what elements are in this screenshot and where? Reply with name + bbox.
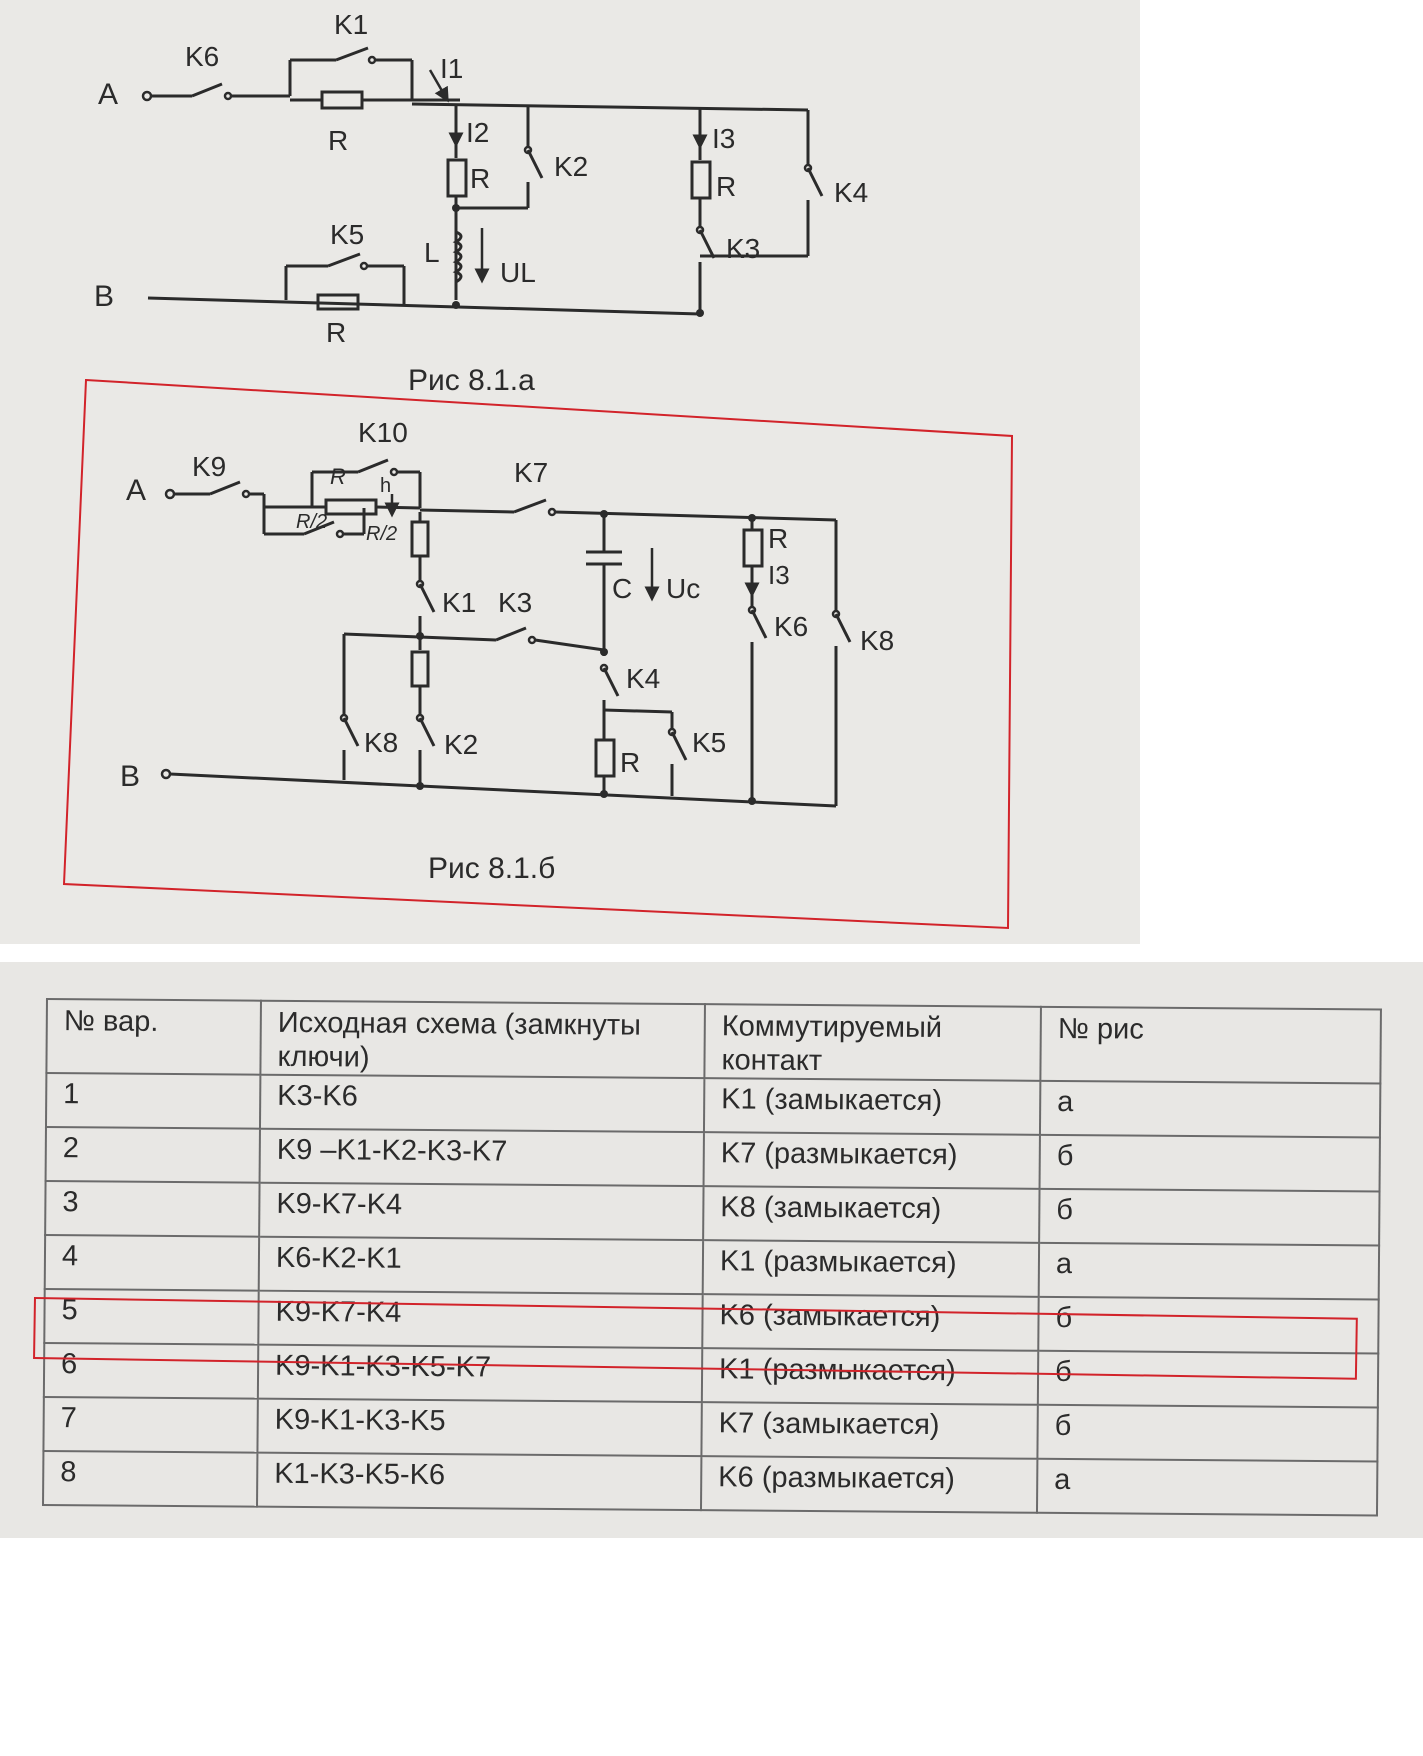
cell-scheme: K9-K7-K4 bbox=[259, 1183, 703, 1240]
cell-contact: K6 (замыкается) bbox=[702, 1294, 1038, 1351]
label-r-top-fig-b: R bbox=[330, 464, 346, 489]
label-r-bottom-fig-a: R bbox=[326, 317, 347, 348]
switch-k3-fig-a bbox=[700, 230, 714, 258]
resistor-r-top-fig-b bbox=[326, 500, 376, 514]
resistor-r-i3 bbox=[692, 162, 710, 198]
switch-k4-fig-a bbox=[808, 168, 822, 196]
wire bbox=[420, 510, 514, 512]
terminal-a-dot bbox=[143, 92, 151, 100]
switch-k8-left bbox=[344, 718, 358, 746]
wire bbox=[376, 507, 420, 508]
cell-figure: а bbox=[1037, 1459, 1377, 1516]
cell-contact: K7 (замыкается) bbox=[701, 1402, 1037, 1459]
label-r-half-left: R/2 bbox=[296, 511, 328, 533]
bottom-rail bbox=[148, 298, 700, 314]
contact bbox=[529, 637, 535, 643]
switch-k8-right bbox=[836, 614, 850, 642]
label-k4-fig-b: K4 bbox=[626, 663, 661, 694]
label-a-fig-a: A bbox=[98, 78, 119, 111]
caption-fig-b: Рис 8.1.б bbox=[428, 852, 556, 885]
label-ul: UL bbox=[500, 257, 536, 288]
label-k6-fig-b: K6 bbox=[774, 611, 809, 642]
resistor-r-right bbox=[744, 530, 762, 566]
label-k6-fig-a: K6 bbox=[185, 41, 220, 72]
variants-table bbox=[42, 998, 1382, 1516]
cell-figure: а bbox=[1040, 1081, 1380, 1138]
cell-scheme: K6-K2-K1 bbox=[259, 1237, 703, 1294]
label-k5-fig-a: K5 bbox=[330, 219, 365, 250]
cell-scheme: K9-K1-K3-K5 bbox=[257, 1399, 701, 1456]
table-photo bbox=[0, 962, 1423, 1538]
node bbox=[696, 309, 704, 317]
label-k1-fig-a: K1 bbox=[334, 9, 369, 40]
label-k8-left: K8 bbox=[364, 727, 399, 758]
figure-a bbox=[94, 9, 868, 348]
resistor-r-bottom-fig-b bbox=[596, 740, 614, 776]
switch-k7 bbox=[514, 500, 546, 512]
label-r-right: R bbox=[768, 523, 789, 554]
label-i2: I2 bbox=[466, 117, 490, 148]
label-k1-fig-b: K1 bbox=[442, 587, 477, 618]
switch-k1-fig-b bbox=[420, 584, 434, 612]
label-k3-fig-a: K3 bbox=[726, 233, 761, 264]
label-i3-fig-a: I3 bbox=[712, 123, 736, 154]
contact bbox=[225, 93, 231, 99]
switch-k3-fig-b bbox=[496, 628, 526, 640]
label-k10: K10 bbox=[358, 417, 408, 448]
switch-k5-fig-b bbox=[672, 732, 686, 760]
switch-k6-fig-b bbox=[752, 610, 766, 638]
label-k8-right: K8 bbox=[860, 625, 895, 656]
cell-variant: 4 bbox=[45, 1235, 259, 1291]
cell-contact: K1 (размыкается) bbox=[703, 1240, 1039, 1297]
cell-scheme: K3-K6 bbox=[260, 1075, 704, 1132]
label-uc: Uc bbox=[666, 573, 701, 604]
header-figure: № рис bbox=[1040, 1007, 1381, 1084]
bottom-rail-b bbox=[170, 774, 836, 806]
table-header-row bbox=[46, 999, 1381, 1083]
cell-variant: 6 bbox=[44, 1343, 258, 1399]
label-i1: I1 bbox=[440, 53, 464, 84]
label-i3-fig-b: I3 bbox=[768, 560, 790, 590]
node bbox=[748, 797, 756, 805]
cell-variant: 8 bbox=[43, 1451, 257, 1507]
node bbox=[452, 301, 460, 309]
circuit-photo bbox=[0, 0, 1140, 944]
node bbox=[416, 632, 424, 640]
switch-k5-fig-a bbox=[328, 254, 360, 266]
cell-contact: K6 (размыкается) bbox=[701, 1456, 1037, 1513]
label-r-half-right: R/2 bbox=[366, 523, 398, 545]
switch-k9 bbox=[210, 482, 240, 494]
switch-k4-fig-b bbox=[604, 668, 618, 696]
cell-contact: K7 (размыкается) bbox=[704, 1132, 1040, 1189]
switch-k10 bbox=[358, 460, 388, 472]
cell-contact: K1 (размыкается) bbox=[702, 1348, 1038, 1405]
node bbox=[600, 510, 608, 518]
node bbox=[416, 782, 424, 790]
cell-variant: 5 bbox=[44, 1289, 258, 1345]
label-a-fig-b: A bbox=[126, 474, 147, 507]
label-c: C bbox=[612, 573, 633, 604]
cell-scheme: K9-K7-K4 bbox=[258, 1291, 702, 1348]
label-b-fig-a: B bbox=[94, 280, 115, 313]
cell-scheme: K9 –K1-K2-K3-K7 bbox=[260, 1129, 704, 1186]
terminal-a-dot bbox=[166, 490, 174, 498]
top-rail bbox=[412, 104, 808, 110]
label-r-i3: R bbox=[716, 171, 737, 202]
cell-figure: б bbox=[1037, 1405, 1377, 1462]
contact bbox=[337, 531, 343, 537]
cell-figure: б bbox=[1038, 1297, 1378, 1354]
node bbox=[600, 648, 608, 656]
resistor-r-i2 bbox=[448, 160, 466, 196]
label-k2-fig-b: K2 bbox=[444, 729, 479, 760]
caption-fig-a: Рис 8.1.а bbox=[408, 364, 535, 397]
contact bbox=[391, 469, 397, 475]
figure-b bbox=[120, 417, 894, 806]
cell-variant: 7 bbox=[43, 1397, 257, 1453]
contact bbox=[549, 509, 555, 515]
label-r-bottom-fig-b: R bbox=[620, 747, 641, 778]
cell-scheme: K1-K3-K5-K6 bbox=[257, 1453, 701, 1510]
node bbox=[748, 514, 756, 522]
label-k9: K9 bbox=[192, 451, 227, 482]
cell-contact: K8 (замыкается) bbox=[703, 1186, 1039, 1243]
cell-figure: б bbox=[1040, 1135, 1380, 1192]
resistor-k1-branch bbox=[412, 522, 428, 556]
cell-figure: б bbox=[1038, 1351, 1378, 1408]
wire bbox=[604, 710, 672, 712]
switch-k1-fig-a bbox=[336, 48, 368, 60]
terminal-b-dot bbox=[162, 770, 170, 778]
header-initial-scheme: Исходная схема (замкнуты ключи) bbox=[260, 1001, 705, 1078]
switch-k2-fig-b bbox=[420, 718, 434, 746]
switch-k2-fig-a bbox=[528, 150, 542, 178]
cell-variant: 3 bbox=[45, 1181, 259, 1237]
label-b-fig-b: B bbox=[120, 760, 141, 793]
cell-contact: K1 (замыкается) bbox=[704, 1078, 1040, 1135]
label-r-top-fig-a: R bbox=[328, 125, 349, 156]
label-h: h bbox=[380, 475, 392, 497]
label-k5-fig-b: K5 bbox=[692, 727, 727, 758]
cell-variant: 1 bbox=[46, 1073, 260, 1129]
cell-figure: а bbox=[1039, 1243, 1379, 1300]
header-switched-contact: Коммутируемый контакт bbox=[704, 1004, 1041, 1081]
resistor-k2-branch bbox=[412, 652, 428, 686]
cell-figure: б bbox=[1039, 1189, 1379, 1246]
wire bbox=[535, 640, 604, 650]
label-r-i2: R bbox=[470, 163, 491, 194]
label-k2-fig-a: K2 bbox=[554, 151, 589, 182]
header-variant: № вар. bbox=[46, 999, 261, 1075]
cell-scheme: K9-K1-K3-K5-K7 bbox=[258, 1345, 702, 1402]
table-row bbox=[43, 1451, 1377, 1515]
switch-k6-fig-a bbox=[192, 84, 222, 96]
top-rail-b bbox=[555, 512, 836, 520]
resistor-r-top-fig-a bbox=[322, 92, 362, 108]
contact bbox=[361, 263, 367, 269]
circuit-diagrams bbox=[0, 0, 1140, 944]
label-k7: K7 bbox=[514, 457, 549, 488]
label-k3-fig-b: K3 bbox=[498, 587, 533, 618]
label-l: L bbox=[424, 237, 440, 268]
node bbox=[600, 790, 608, 798]
contact bbox=[369, 57, 375, 63]
label-k4-fig-a: K4 bbox=[834, 177, 869, 208]
cell-variant: 2 bbox=[46, 1127, 260, 1183]
contact bbox=[243, 491, 249, 497]
